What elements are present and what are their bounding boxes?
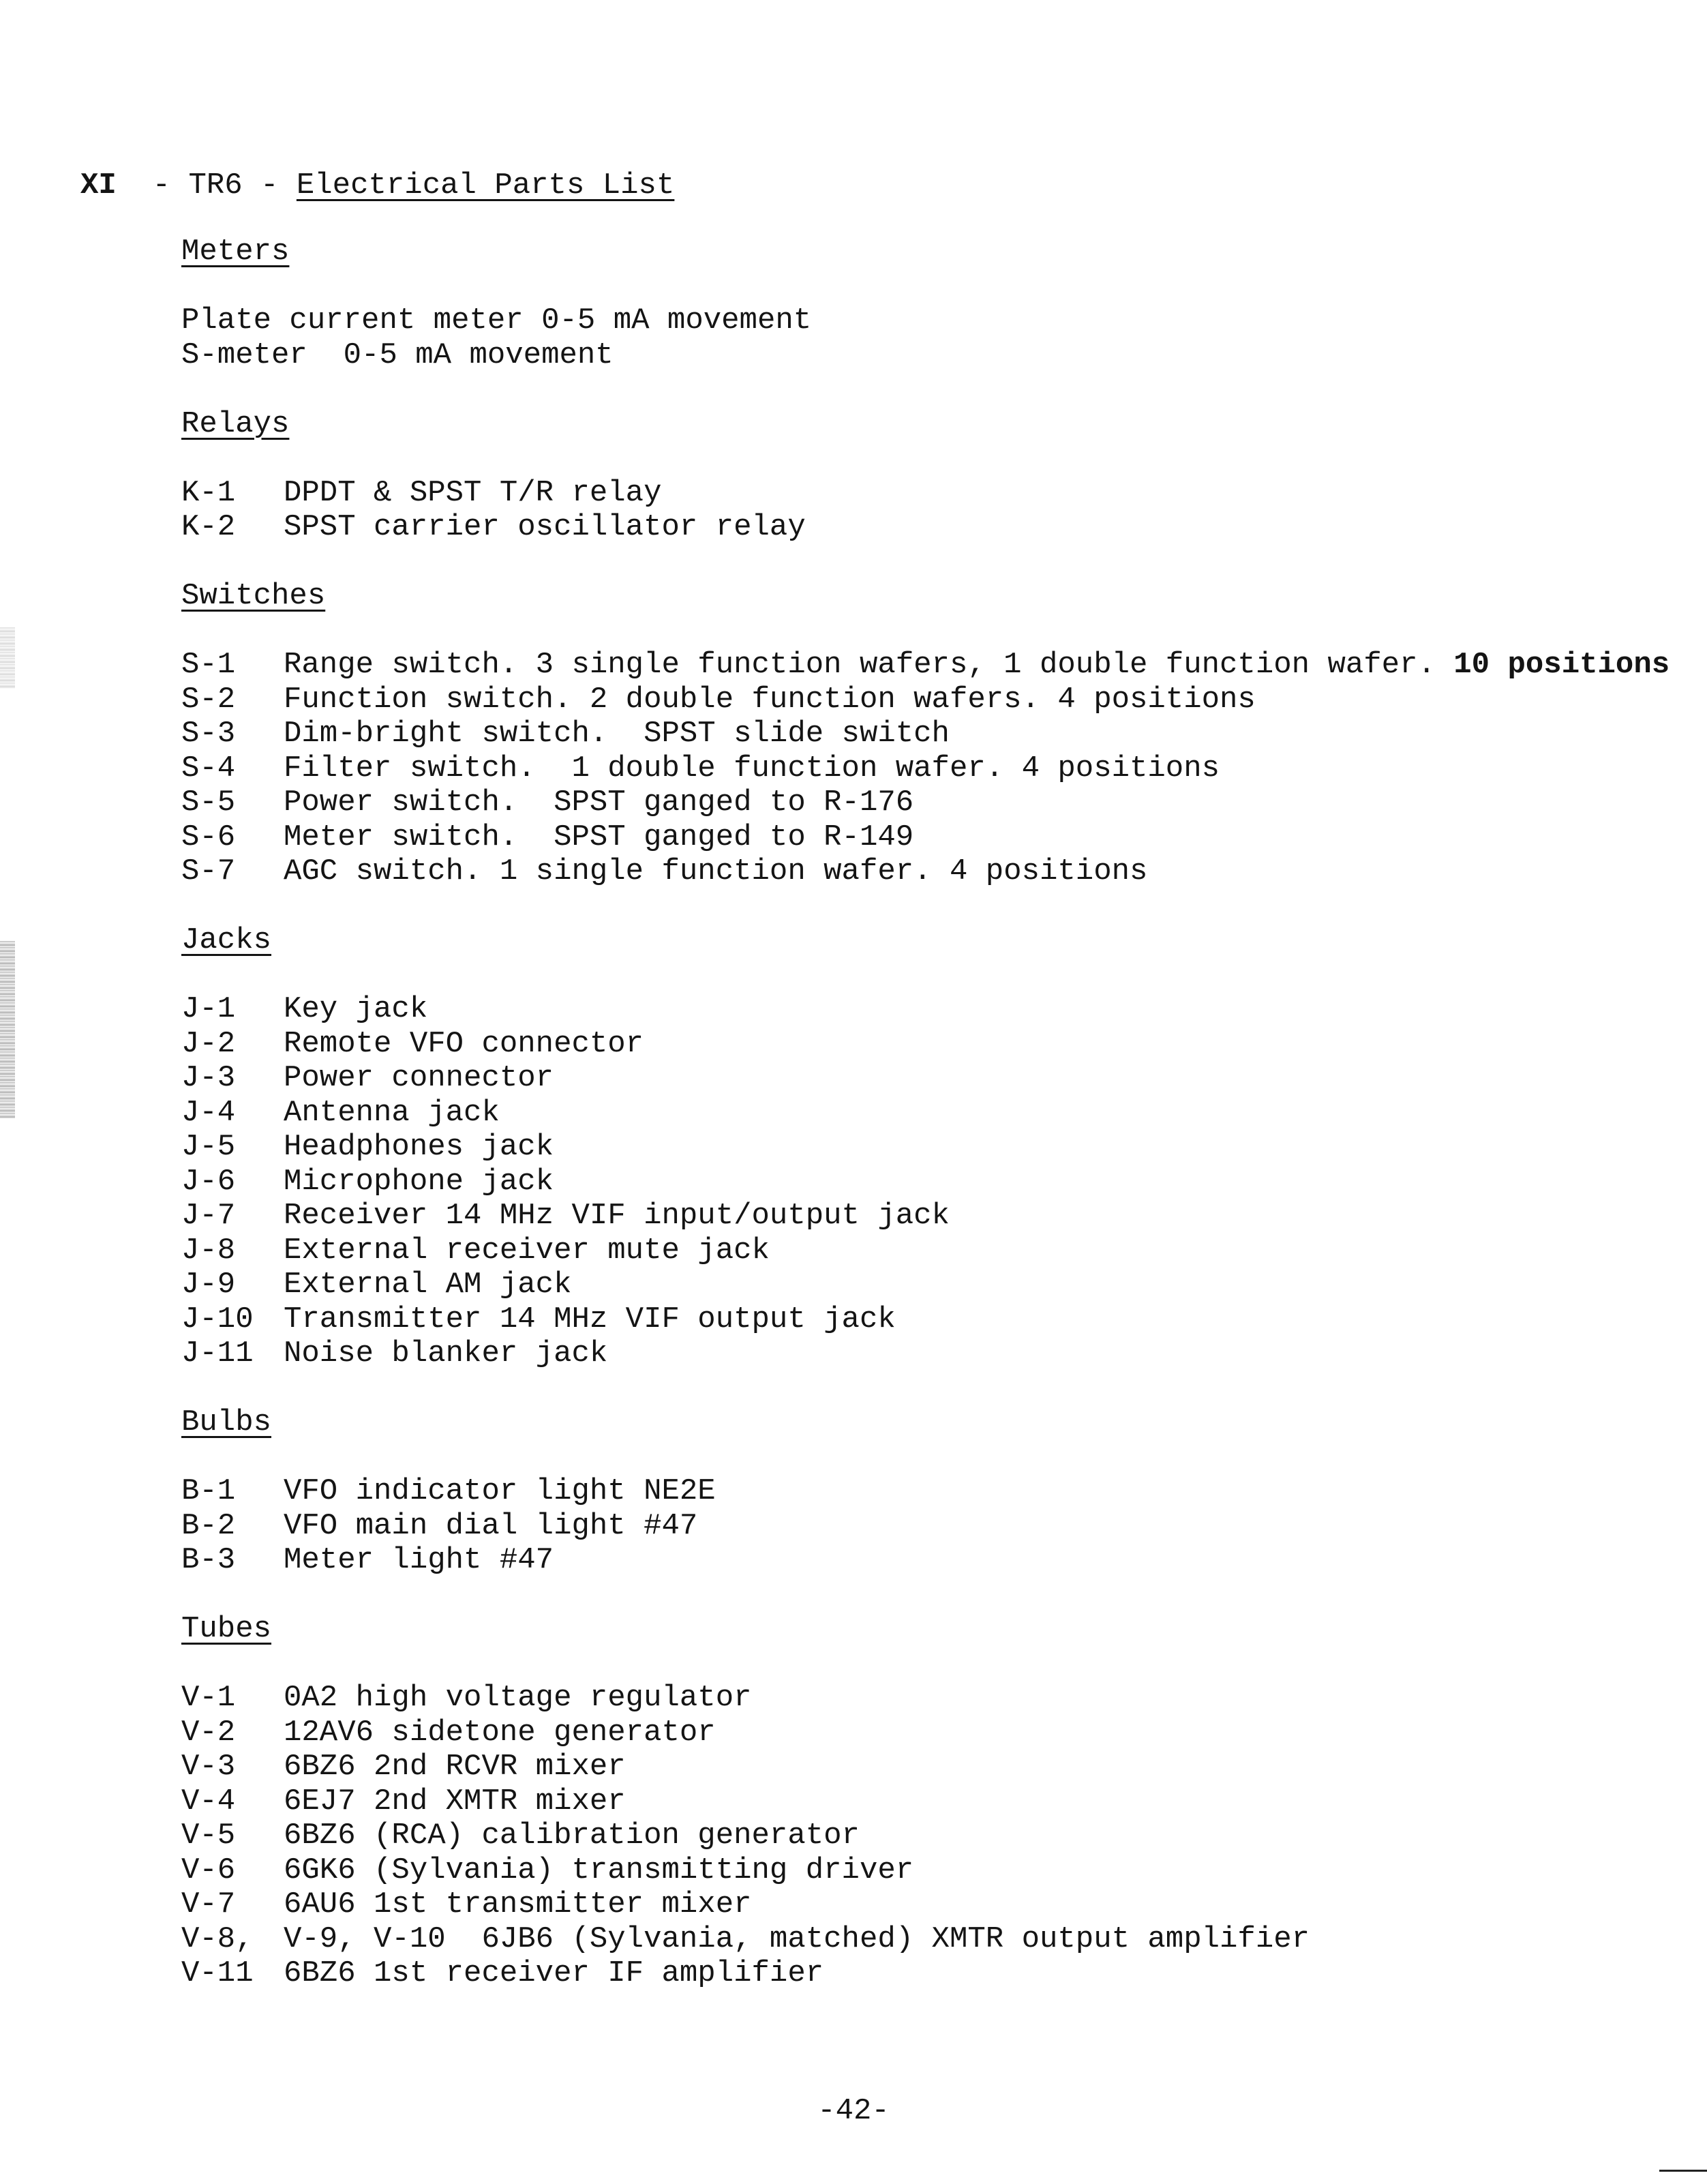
switch-row (181, 648, 1695, 683)
part-description: 6AU6 1st transmitter mixer (284, 1887, 752, 1921)
part-code: J-5 (181, 1130, 236, 1164)
section-model: TR6 (188, 168, 243, 203)
tube-row (181, 1956, 1695, 1991)
part-description: 6EJ7 2nd XMTR mixer (284, 1784, 626, 1819)
jack-row (181, 992, 1695, 1027)
part-description: Key jack (284, 992, 428, 1026)
part-code: V-6 (181, 1853, 236, 1887)
bulb-row (181, 1474, 1695, 1509)
part-description: Range switch. 3 single function wafers, 1 double function wafer. (284, 648, 1436, 682)
relays-heading: Relays (181, 406, 290, 441)
jacks-heading: Jacks (181, 923, 272, 957)
part-description: DPDT & SPST T/R relay (284, 475, 662, 510)
relays-group (181, 407, 1695, 545)
part-code: B-3 (181, 1543, 236, 1577)
part-description: External AM jack (284, 1268, 572, 1302)
part-description: 6GK6 (Sylvania) transmitting driver (284, 1853, 914, 1887)
part-description: 6BZ6 2nd RCVR mixer (284, 1750, 626, 1784)
part-code: J-10 (181, 1302, 254, 1336)
jack-row (181, 1096, 1695, 1131)
part-code: V-11 (181, 1956, 254, 1990)
part-code: S-1 (181, 648, 236, 682)
part-description: Remote VFO connector (284, 1026, 644, 1061)
part-description: SPST carrier oscillator relay (284, 510, 806, 544)
part-code: B-1 (181, 1474, 236, 1508)
switch-row (181, 683, 1695, 717)
meters-group (181, 235, 1695, 372)
part-description: 6BZ6 (RCA) calibration generator (284, 1819, 860, 1853)
part-description: Meter light #47 (284, 1543, 554, 1577)
jack-row (181, 1130, 1695, 1165)
tubes-heading: Tubes (181, 1612, 272, 1646)
title-dash-1: - (152, 168, 171, 203)
jack-row (181, 1061, 1695, 1096)
part-description: 0A2 high voltage regulator (284, 1681, 752, 1715)
part-description: Receiver 14 MHz VIF input/output jack (284, 1199, 950, 1233)
part-description: Power switch. SPST ganged to R-176 (284, 786, 914, 820)
tube-row (181, 1887, 1695, 1922)
part-description: Noise blanker jack (284, 1336, 608, 1371)
part-description: 6BZ6 1st receiver IF amplifier (284, 1956, 824, 1990)
jack-row (181, 1302, 1695, 1337)
part-description: VFO main dial light #47 (284, 1508, 698, 1543)
part-description: External receiver mute jack (284, 1233, 770, 1268)
tube-row (181, 1681, 1695, 1716)
part-code: V-1 (181, 1681, 236, 1715)
part-code: J-4 (181, 1095, 236, 1130)
part-code: S-6 (181, 820, 236, 854)
part-description: Function switch. 2 double function wafers. 4 positions (284, 682, 1256, 717)
section-number: XI (80, 168, 117, 203)
relay-row (181, 476, 1695, 511)
part-code: V-2 (181, 1715, 236, 1750)
part-code: V-3 (181, 1750, 236, 1784)
part-code: J-9 (181, 1268, 236, 1302)
part-description: AGC switch. 1 single function wafer. 4 positions (284, 854, 1148, 888)
jack-row (181, 1199, 1695, 1233)
tubes-group (181, 1612, 1695, 1991)
switches-heading: Switches (181, 579, 326, 613)
scan-edge-marks (0, 941, 15, 1118)
jack-row (181, 1268, 1695, 1302)
part-code: S-5 (181, 786, 236, 820)
title-dash-2: - (260, 168, 279, 203)
tube-row (181, 1853, 1695, 1888)
part-description: Headphones jack (284, 1130, 554, 1164)
jack-row (181, 1165, 1695, 1199)
part-code: V-8, (181, 1921, 254, 1956)
part-description: Power connector (284, 1061, 554, 1095)
part-code: S-3 (181, 717, 236, 751)
part-description: VFO indicator light NE2E (284, 1474, 716, 1508)
part-code: B-2 (181, 1508, 236, 1543)
jack-row (181, 1233, 1695, 1268)
switch-row (181, 717, 1695, 751)
part-code: S-7 (181, 854, 236, 888)
switch-row (181, 786, 1695, 820)
jacks-group (181, 923, 1695, 1371)
part-description: Dim-bright switch. SPST slide switch (284, 717, 950, 751)
part-description: Antenna jack (284, 1095, 500, 1130)
scan-corner-mark (1659, 2170, 1707, 2172)
meter-item: S-meter 0-5 mA movement (181, 338, 614, 372)
part-code: K-2 (181, 510, 236, 544)
part-code: J-8 (181, 1233, 236, 1268)
part-description: Transmitter 14 MHz VIF output jack (284, 1302, 896, 1336)
scan-edge-marks-upper (0, 627, 15, 689)
switch-row (181, 751, 1695, 786)
part-code: J-3 (181, 1061, 236, 1095)
tube-row (181, 1922, 1695, 1957)
part-description: Meter switch. SPST ganged to R-149 (284, 820, 914, 854)
part-description: V-9, V-10 6JB6 (Sylvania, matched) XMTR output amplifier (284, 1921, 1310, 1956)
bulbs-group (181, 1405, 1695, 1578)
part-code: J-2 (181, 1026, 236, 1061)
part-code: K-1 (181, 475, 236, 510)
part-description-tail: 10 positions (1435, 648, 1670, 682)
jack-row (181, 1336, 1695, 1371)
jack-row (181, 1027, 1695, 1062)
tube-row (181, 1750, 1695, 1784)
tube-row (181, 1784, 1695, 1819)
part-code: S-4 (181, 751, 236, 786)
part-code: J-7 (181, 1199, 236, 1233)
part-description: Microphone jack (284, 1164, 554, 1199)
switches-group (181, 579, 1695, 889)
bulb-row (181, 1509, 1695, 1544)
switch-row (181, 854, 1695, 889)
part-description: 12AV6 sidetone generator (284, 1715, 716, 1750)
switch-row (181, 820, 1695, 855)
part-code: S-2 (181, 682, 236, 717)
meter-item: Plate current meter 0-5 mA movement (181, 303, 812, 338)
page-number: -42- (817, 2094, 890, 2128)
part-code: J-11 (181, 1336, 254, 1371)
meters-heading: Meters (181, 235, 290, 269)
part-description: Filter switch. 1 double function wafer. 4 positions (284, 751, 1220, 786)
bulb-row (181, 1543, 1695, 1578)
part-code: J-1 (181, 992, 236, 1026)
tube-row (181, 1819, 1695, 1853)
relay-row (181, 510, 1695, 545)
part-code: V-7 (181, 1887, 236, 1921)
part-code: J-6 (181, 1164, 236, 1199)
parts-list (181, 235, 1695, 2025)
section-title (80, 166, 674, 205)
part-code: V-4 (181, 1784, 236, 1819)
section-title-text: Electrical Parts List (296, 168, 675, 203)
part-code: V-5 (181, 1819, 236, 1853)
bulbs-heading: Bulbs (181, 1405, 272, 1439)
tube-row (181, 1716, 1695, 1750)
